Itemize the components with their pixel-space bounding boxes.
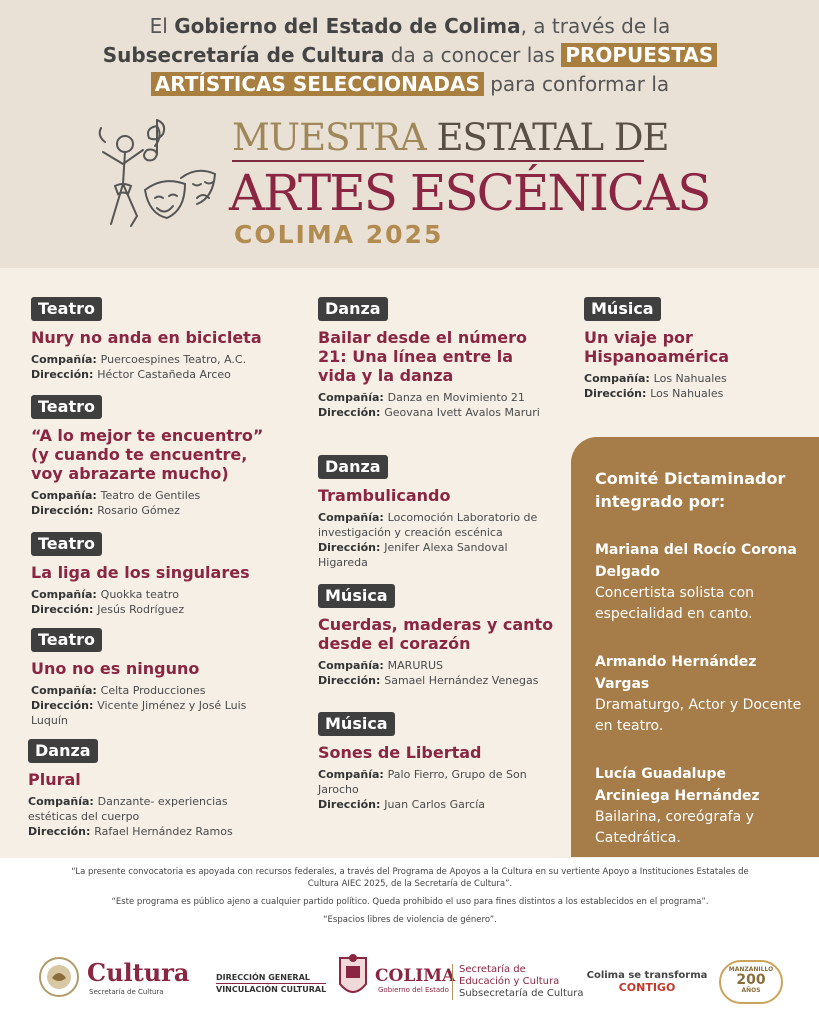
- entry-card: [318, 584, 568, 688]
- note: “La presente convocatoria es apoyada con recursos federales, a través del Programa de Apoyos a la Cultura en su vertiente Apoyo a Instituciones Estatales de Cultura AIEC 2025, de la Secretaría de Cultura”.: [71, 867, 749, 889]
- category-tag: Danza: [318, 297, 388, 321]
- entry-card: [31, 297, 281, 382]
- entry-title: Trambulicando: [318, 486, 451, 505]
- committee-panel: [571, 437, 819, 857]
- entry-title: La liga de los singulares: [31, 563, 250, 582]
- colima-sub: Gobierno del Estado: [378, 986, 449, 994]
- committee-member: [595, 651, 803, 737]
- committee-member: [595, 539, 803, 625]
- member-name: Armando Hernández Vargas: [595, 654, 757, 692]
- member-role: Concertista solista con especialidad en canto.: [595, 585, 755, 622]
- cultura-logo: Cultura: [87, 958, 190, 987]
- sponsor-logos: [0, 950, 819, 1010]
- secretaria-logo: Secretaría de Educación y Cultura Subsecretaría de Cultura: [459, 964, 584, 999]
- category-tag: Teatro: [31, 532, 102, 556]
- entry-meta: Compañía: Locomoción Laboratorio de investigación y creación escénica Dirección: Jenifer Alexa Sandoval Higareda: [318, 511, 538, 569]
- mexico-seal-icon: [38, 956, 80, 998]
- intro-text: El Gobierno del Estado de Colima, a través de la Subsecretaría de Cultura da a conocer las PROPUESTAS ARTÍSTICAS SELECCIONADAS para conformar la: [40, 12, 780, 99]
- entry-meta: Compañía: Celta Producciones Dirección: Vicente Jiménez y José Luis Luquín: [31, 684, 247, 727]
- cultura-sub: Secretaría de Cultura: [89, 988, 164, 996]
- category-tag: Música: [584, 297, 661, 321]
- title-colima: COLIMA 2025: [234, 220, 444, 249]
- entry-title: Uno no es ninguno: [31, 659, 200, 678]
- entry-meta: Compañía: Puercoespines Teatro, A.C. Dirección: Héctor Castañeda Arceo: [31, 353, 247, 381]
- title-divider: [232, 160, 644, 162]
- entry-card: [318, 712, 558, 812]
- category-tag: Música: [318, 712, 395, 736]
- entry-title: “A lo mejor te encuentro” (y cuando te encuentre, voy abrazarte mucho): [31, 426, 264, 483]
- entry-meta: Compañía: Quokka teatro Dirección: Jesús Rodríguez: [31, 588, 185, 616]
- entry-card: [31, 628, 281, 728]
- colima-shield-icon: [336, 952, 370, 1000]
- category-tag: Teatro: [31, 395, 102, 419]
- manzanillo-badge: MANZANILLO 200 AÑOS: [719, 960, 783, 1004]
- committee-member: [595, 763, 803, 849]
- entry-meta: Compañía: MARURUS Dirección: Samael Hernández Venegas: [318, 659, 539, 687]
- entry-meta: Compañía: Danza en Movimiento 21 Dirección: Geovana Ivett Avalos Maruri: [318, 391, 540, 419]
- entry-meta: Compañía: Danzante- experiencias estéticas del cuerpo Dirección: Rafael Hernández Ramos: [28, 795, 233, 838]
- entry-title: Un viaje por Hispanoamérica: [584, 328, 730, 366]
- entry-card: [31, 532, 281, 617]
- entry-title: Cuerdas, maderas y canto desde el corazón: [318, 615, 554, 653]
- entry-title: Sones de Libertad: [318, 743, 482, 762]
- colima-logo: COLIMA: [375, 966, 456, 986]
- category-tag: Danza: [318, 455, 388, 479]
- entry-card: [31, 395, 281, 518]
- title-artes: ARTES ESCÉNICAS: [229, 164, 710, 222]
- entry-card: [584, 297, 784, 401]
- category-tag: Teatro: [31, 297, 102, 321]
- title-muestra: MUESTRA ESTATAL DE: [232, 116, 669, 159]
- entry-title: Nury no anda en bicicleta: [31, 328, 262, 347]
- entry-meta: Compañía: Palo Fierro, Grupo de Son Jarocho Dirección: Juan Carlos García: [318, 768, 527, 811]
- logo-divider: [452, 964, 453, 1000]
- transforma-logo: Colima se transforma CONTIGO: [586, 970, 708, 994]
- category-tag: Música: [318, 584, 395, 608]
- entry-meta: Compañía: Teatro de Gentiles Dirección: Rosario Gómez: [31, 489, 201, 517]
- member-name: Lucía Guadalupe Arciniega Hernández: [595, 766, 760, 804]
- entry-meta: Compañía: Los Nahuales Dirección: Los Nahuales: [584, 372, 727, 400]
- performing-arts-icon: [85, 112, 235, 242]
- member-role: Bailarina, coreógrafa y Catedrática.: [595, 809, 754, 846]
- legal-notes: [60, 866, 760, 932]
- note: “Espacios libres de violencia de género”.: [323, 915, 497, 925]
- note: “Este programa es público ajeno a cualquier partido político. Queda prohibido el uso para fines distintos a los establecidos en el programa”.: [111, 897, 709, 907]
- committee-title: Comité Dictaminador integrado por:: [595, 469, 786, 511]
- entry-card: [318, 297, 558, 420]
- entry-card: [318, 455, 558, 570]
- category-tag: Danza: [28, 739, 98, 763]
- member-name: Mariana del Rocío Corona Delgado: [595, 542, 797, 580]
- entry-card: [28, 739, 278, 839]
- entry-title: Plural: [28, 770, 81, 789]
- dg-logo: DIRECCIÓN GENERAL VINCULACIÓN CULTURAL: [216, 973, 327, 994]
- category-tag: Teatro: [31, 628, 102, 652]
- entry-title: Bailar desde el número 21: Una línea entre la vida y la danza: [318, 328, 528, 385]
- member-role: Dramaturgo, Actor y Docente en teatro.: [595, 697, 802, 734]
